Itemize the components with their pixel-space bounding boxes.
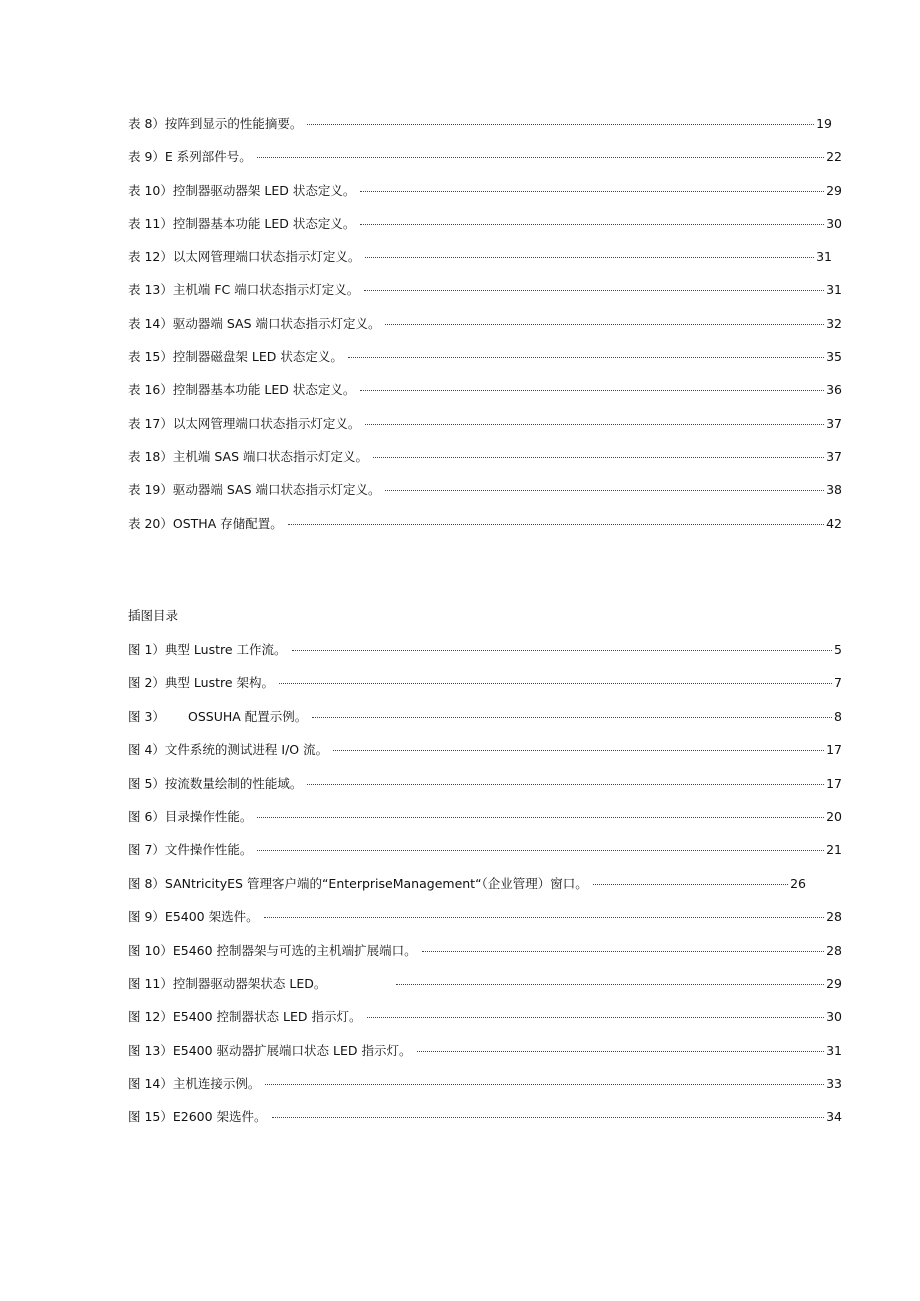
- toc-entry-label: 图 5）按流数量绘制的性能域。: [128, 775, 303, 791]
- toc-entry-page: 19: [816, 116, 832, 131]
- toc-entry-page: 32: [826, 315, 842, 331]
- toc-entry-page: 17: [826, 742, 842, 758]
- toc-entry-page: 29: [826, 975, 842, 991]
- toc-entry[interactable]: [128, 1107, 842, 1140]
- leader-dots: [257, 157, 824, 158]
- leader-dots: [373, 457, 824, 458]
- toc-entry-label: 图 9）E5400 架选件。: [128, 909, 259, 925]
- toc-entry-label: 图 12）E5400 控制器状态 LED 指示灯。: [128, 1009, 362, 1025]
- leader-dots: [422, 951, 825, 952]
- toc-entry[interactable]: [128, 414, 842, 447]
- toc-entry-label: 表 20）OSTHA 存储配置。: [128, 515, 283, 531]
- toc-entry[interactable]: [128, 314, 842, 347]
- leader-dots: [307, 784, 824, 785]
- figure-list: [128, 640, 842, 1141]
- leader-dots: [360, 224, 824, 225]
- toc-entry-label: [128, 707, 307, 725]
- leader-dots: [307, 124, 814, 125]
- toc-entry-page: 20: [826, 808, 842, 824]
- toc-entry-label: 表 11）控制器基本功能 LED 状态定义。: [128, 215, 356, 231]
- toc-entry-label: 表 18）主机端 SAS 端口状态指示灯定义。: [128, 448, 368, 464]
- toc-entry-page: 22: [826, 149, 842, 165]
- toc-entry[interactable]: [128, 114, 842, 147]
- toc-entry-page: 34: [826, 1109, 842, 1125]
- toc-entry-page: 8: [834, 708, 842, 724]
- toc-entry[interactable]: [128, 941, 842, 974]
- toc-entry-label: 表 8）按阵到显示的性能摘要。: [128, 116, 303, 131]
- toc-entry-page: 35: [826, 349, 842, 365]
- toc-entry-page: 37: [826, 448, 842, 464]
- toc-entry-page: 29: [826, 182, 842, 198]
- toc-entry-label: 表 14）驱动器端 SAS 端口状态指示灯定义。: [128, 315, 381, 331]
- toc-entry-label-prefix: 图 3）: [128, 708, 165, 724]
- toc-entry-label: 图 15）E2600 架选件。: [128, 1109, 267, 1125]
- toc-entry-label: 图 1）典型 Lustre 工作流。: [128, 642, 287, 657]
- toc-entry-page: 36: [826, 382, 842, 398]
- toc-entry[interactable]: [128, 1041, 842, 1074]
- leader-dots: [288, 524, 824, 525]
- leader-dots: [593, 884, 788, 885]
- toc-entry-label: 表 13）主机端 FC 端口状态指示灯定义。: [128, 282, 360, 298]
- toc-entry-label: 表 16）控制器基本功能 LED 状态定义。: [128, 382, 356, 398]
- toc-entry[interactable]: [128, 247, 842, 280]
- toc-entry[interactable]: [128, 447, 842, 480]
- table-list: [128, 114, 842, 547]
- leader-dots: [396, 984, 824, 985]
- toc-entry[interactable]: [128, 974, 842, 1007]
- toc-entry[interactable]: [128, 740, 842, 773]
- toc-entry-page: 30: [826, 1009, 842, 1025]
- toc-entry[interactable]: [128, 774, 842, 807]
- toc-entry[interactable]: [128, 380, 842, 413]
- toc-entry-label: 图 6）目录操作性能。: [128, 808, 253, 824]
- leader-dots: [367, 1017, 825, 1018]
- toc-entry[interactable]: [128, 147, 842, 180]
- leader-dots: [312, 717, 832, 718]
- toc-entry[interactable]: [128, 480, 842, 513]
- toc-entry[interactable]: [128, 707, 842, 740]
- toc-entry[interactable]: [128, 840, 842, 873]
- toc-entry[interactable]: [128, 514, 842, 547]
- toc-entry-page: 31: [826, 282, 842, 298]
- toc-entry-label: 图 4）文件系统的测试进程 I/O 流。: [128, 742, 329, 758]
- toc-entry-label: 图 13）E5400 驱动器扩展端口状态 LED 指示灯。: [128, 1042, 412, 1058]
- toc-entry-page: 37: [826, 415, 842, 431]
- figures-heading: 插图目录: [128, 608, 179, 623]
- leader-dots: [272, 1117, 825, 1118]
- leader-dots: [360, 191, 824, 192]
- toc-entry-label: 表 15）控制器磁盘架 LED 状态定义。: [128, 349, 343, 365]
- toc-entry-label-suffix: OSSUHA 配置示例。: [188, 708, 308, 724]
- leader-dots: [365, 257, 814, 258]
- toc-entry[interactable]: [128, 640, 842, 673]
- toc-entry-page: 30: [826, 215, 842, 231]
- leader-dots: [385, 324, 824, 325]
- toc-entry-page: 33: [826, 1076, 842, 1092]
- leader-dots: [385, 490, 824, 491]
- toc-entry[interactable]: [128, 280, 842, 313]
- toc-entry-label: 图 14）主机连接示例。: [128, 1076, 261, 1092]
- toc-entry-label: 图 10）E5460 控制器架与可选的主机端扩展端口。: [128, 942, 417, 958]
- toc-entry[interactable]: [128, 1007, 842, 1040]
- toc-entry-page: 17: [826, 775, 842, 791]
- toc-entry-page: 31: [816, 249, 832, 265]
- toc-entry-page: 21: [826, 842, 842, 858]
- leader-dots: [333, 750, 824, 751]
- toc-entry-page: 26: [790, 875, 806, 891]
- toc-entry-label: 图 8）SANtricityES 管理客户端的“EnterpriseManagement“（企业管理）窗口。: [128, 875, 588, 891]
- leader-dots: [348, 357, 824, 358]
- leader-dots: [292, 650, 833, 651]
- toc-entry-label: 表 19）驱动器端 SAS 端口状态指示灯定义。: [128, 482, 381, 498]
- toc-entry-label: 表 9）E 系列部件号。: [128, 149, 252, 165]
- toc-entry[interactable]: [128, 874, 842, 907]
- leader-dots: [365, 424, 824, 425]
- leader-dots: [279, 683, 832, 684]
- toc-entry[interactable]: [128, 1074, 842, 1107]
- toc-entry-page: 42: [826, 515, 842, 531]
- toc-entry-label: 表 10）控制器驱动器架 LED 状态定义。: [128, 182, 356, 198]
- toc-entry[interactable]: [128, 673, 842, 706]
- toc-entry-label: 图 11）控制器驱动器架状态 LED。: [128, 975, 327, 991]
- toc-entry-label: 图 7）文件操作性能。: [128, 842, 253, 858]
- toc-entry-page: 28: [826, 909, 842, 925]
- leader-dots: [417, 1051, 825, 1052]
- leader-dots: [265, 1084, 824, 1085]
- toc-entry[interactable]: [128, 181, 842, 214]
- toc-entry-label: 表 12）以太网管理端口状态指示灯定义。: [128, 249, 361, 265]
- leader-dots: [257, 817, 824, 818]
- toc-entry-label: 表 17）以太网管理端口状态指示灯定义。: [128, 415, 361, 431]
- toc-entry-page: 28: [826, 942, 842, 958]
- toc-entry-page: 31: [826, 1042, 842, 1058]
- toc-entry-page: 38: [826, 482, 842, 498]
- leader-dots: [364, 290, 824, 291]
- toc-entry[interactable]: [128, 907, 842, 940]
- leader-dots: [360, 390, 824, 391]
- toc-entry[interactable]: [128, 214, 842, 247]
- toc-entry-page: 7: [834, 675, 842, 691]
- toc-entry-label: 图 2）典型 Lustre 架构。: [128, 675, 275, 691]
- leader-dots: [264, 917, 824, 918]
- toc-entry[interactable]: [128, 807, 842, 840]
- toc-entry[interactable]: [128, 347, 842, 380]
- toc-entry-page: 5: [834, 642, 842, 657]
- leader-dots: [257, 850, 824, 851]
